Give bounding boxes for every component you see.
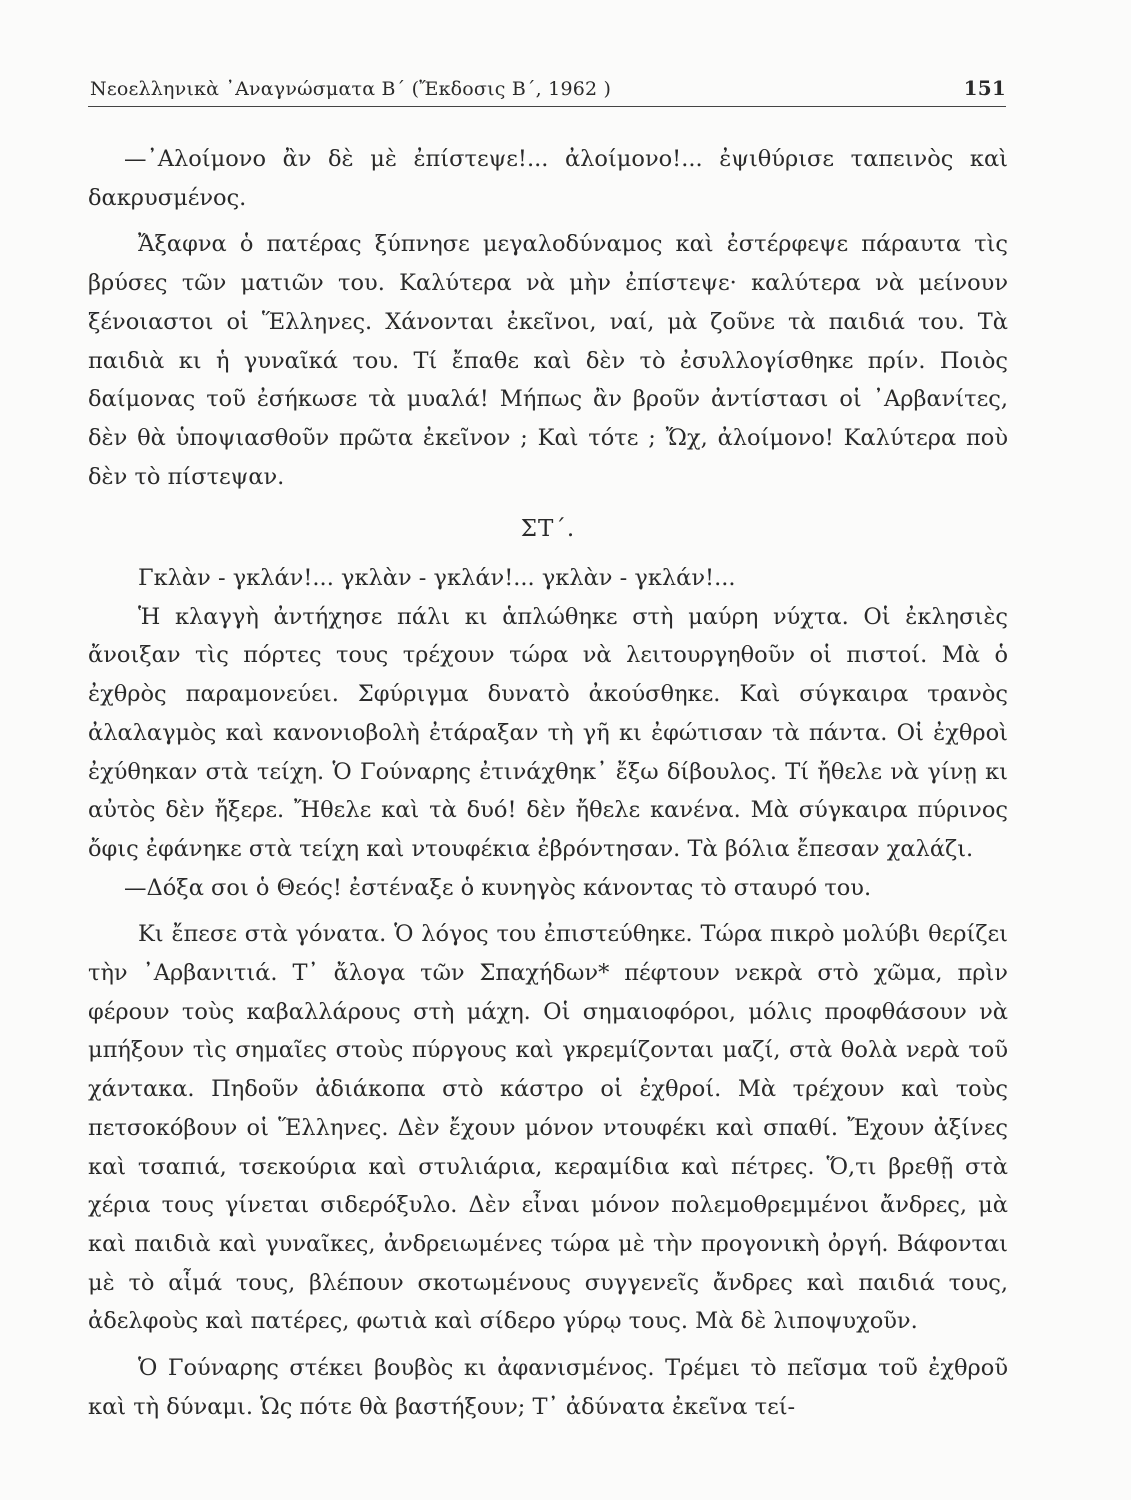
paragraph: —᾿Αλοίμονο ἂν δὲ μὲ ἐπίστεψε!... ἀλοίμονο!... ἐψιθύρισε ταπεινὸς καὶ δακρυσμένος. (88, 146, 1008, 211)
page-body (88, 140, 1008, 1427)
running-title: Νεοελληνικὰ ᾿Αναγνώσματα Β΄ (Ἔκδοσις Β΄, 1962 ) (90, 78, 612, 100)
paragraph: Ὁ Γούναρης στέκει βουβὸς κι ἀφανισμένος. Τρέμει τὸ πεῖσμα τοῦ ἐχθροῦ καὶ τὴ δύναμι. Ὡς πότε θὰ βαστήξουν; Τ᾿ ἀδύνατα ἐκεῖνα τεί- (88, 1355, 1008, 1420)
paragraph: Ἄξαφνα ὁ πατέρας ξύπνησε μεγαλοδύναμος καὶ ἐστέρφεψε πάραυτα τὶς βρύσες τῶν ματιῶν του. Καλύτερα νὰ μὴν ἐπίστεψε· καλύτερα νὰ μείνουν ξένοιαστοι οἱ Ἕλληνες. Χάνονται ἐκεῖνοι, ναί, μὰ ζοῦνε τὰ παιδιά του. Τὰ παιδιὰ κι ἡ γυναῖκά του. Τί ἔπαθε καὶ δὲν τὸ ἐσυλλογίσθηκε πρίν. Ποιὸς δαίμονας τοῦ ἐσήκωσε τὰ μυαλά! Μήπως ἂν βροῦν ἀντίστασι οἱ ᾿Αρβανίτες, δὲν θὰ ὑποψιασθοῦν πρῶτα ἐκεῖνον ; Καὶ τότε ; Ὤχ, ἀλοίμονο! Καλύτερα ποὺ δὲν τὸ πίστεψαν. (88, 231, 1008, 490)
paragraph: Ἡ κλαγγὴ ἀντήχησε πάλι κι ἁπλώθηκε στὴ μαύρη νύχτα. Οἱ ἐκλησιὲς ἄνοιξαν τὶς πόρτες τους τρέχουν τώρα νὰ λειτουργηθοῦν οἱ πιστοί. Μὰ ὁ ἐχθρὸς παραμονεύει. Σφύριγμα δυνατὸ ἀκούσθηκε. Καὶ σύγκαιρα τρανὸς ἀλαλαγμὸς καὶ κανονιοβολὴ ἐτάραξαν τὴ γῆ κι ἐφώτισαν τὰ πάντα. Οἱ ἐχθροὶ ἐχύθηκαν στὰ τείχη. Ὁ Γούναρης ἐτινάχθηκ᾿ ἔξω δίβουλος. Τί ἤθελε νὰ γίνῃ κι αὐτὸς δὲν ἤξερε. Ἤθελε καὶ τὰ δυό! δὲν ἤθελε κανένα. Μὰ σύγκαιρα πύρινος ὄφις ἐφάνηκε στὰ τείχη καὶ ντουφέκια ἐβρόντησαν. Τὰ βόλια ἔπεσαν χαλάζι. (88, 603, 1008, 862)
page-header (88, 72, 1006, 107)
page-number: 151 (963, 76, 1006, 100)
section-heading: ΣΤ΄. (520, 516, 576, 543)
paragraph: —Δόξα σοι ὁ Θεός! ἐστέναξε ὁ κυνηγὸς κάνοντας τὸ σταυρό του. (124, 874, 872, 901)
paragraph: Κι ἔπεσε στὰ γόνατα. Ὁ λόγος του ἐπιστεύθηκε. Τώρα πικρὸ μολύβι θερίζει τὴν ᾿Αρβανιτιά. Τ᾿ ἄλογα τῶν Σπαχήδων* πέφτουν νεκρὰ στὸ χῶμα, πρὶν φέρουν τοὺς καβαλλάρους στὴ μάχη. Οἱ σημαιοφόροι, μόλις προφθάσουν νὰ μπήξουν τὶς σημαῖες στοὺς πύργους καὶ γκρεμίζονται μαζί, στὰ θολὰ νερὰ τοῦ χάντακα. Πηδοῦν ἀδιάκοπα στὸ κάστρο οἱ ἐχθροί. Μὰ τρέχουν καὶ τοὺς πετσοκόβουν οἱ Ἕλληνες. Δὲν ἔχουν μόνον ντουφέκι καὶ σπαθί. Ἔχουν ἀξίνες καὶ τσαπιά, τσεκούρια καὶ στυλιάρια, κεραμίδια καὶ πέτρες. Ὅ,τι βρεθῇ στὰ χέρια τους γίνεται σιδερόξυλο. Δὲν εἶναι μόνον πολεμοθρεμμένοι ἄνδρες, μὰ καὶ παιδιὰ καὶ γυναῖκες, ἀνδρειωμένες τώρα μὲ τὴν προγονικὴ ὀργή. Βάφονται μὲ τὸ αἷμά τους, βλέπουν σκοτωμένους συγγενεῖς ἄνδρες καὶ παιδιά τους, ἀδελφοὺς καὶ πατέρες, φωτιὰ καὶ σίδερο γύρῳ τους. Μὰ δὲ λιποψυχοῦν. (88, 921, 1008, 1335)
paragraph: Γκλὰν - γκλάν!... γκλὰν - γκλάν!... γκλὰν - γκλάν!... (138, 565, 736, 592)
